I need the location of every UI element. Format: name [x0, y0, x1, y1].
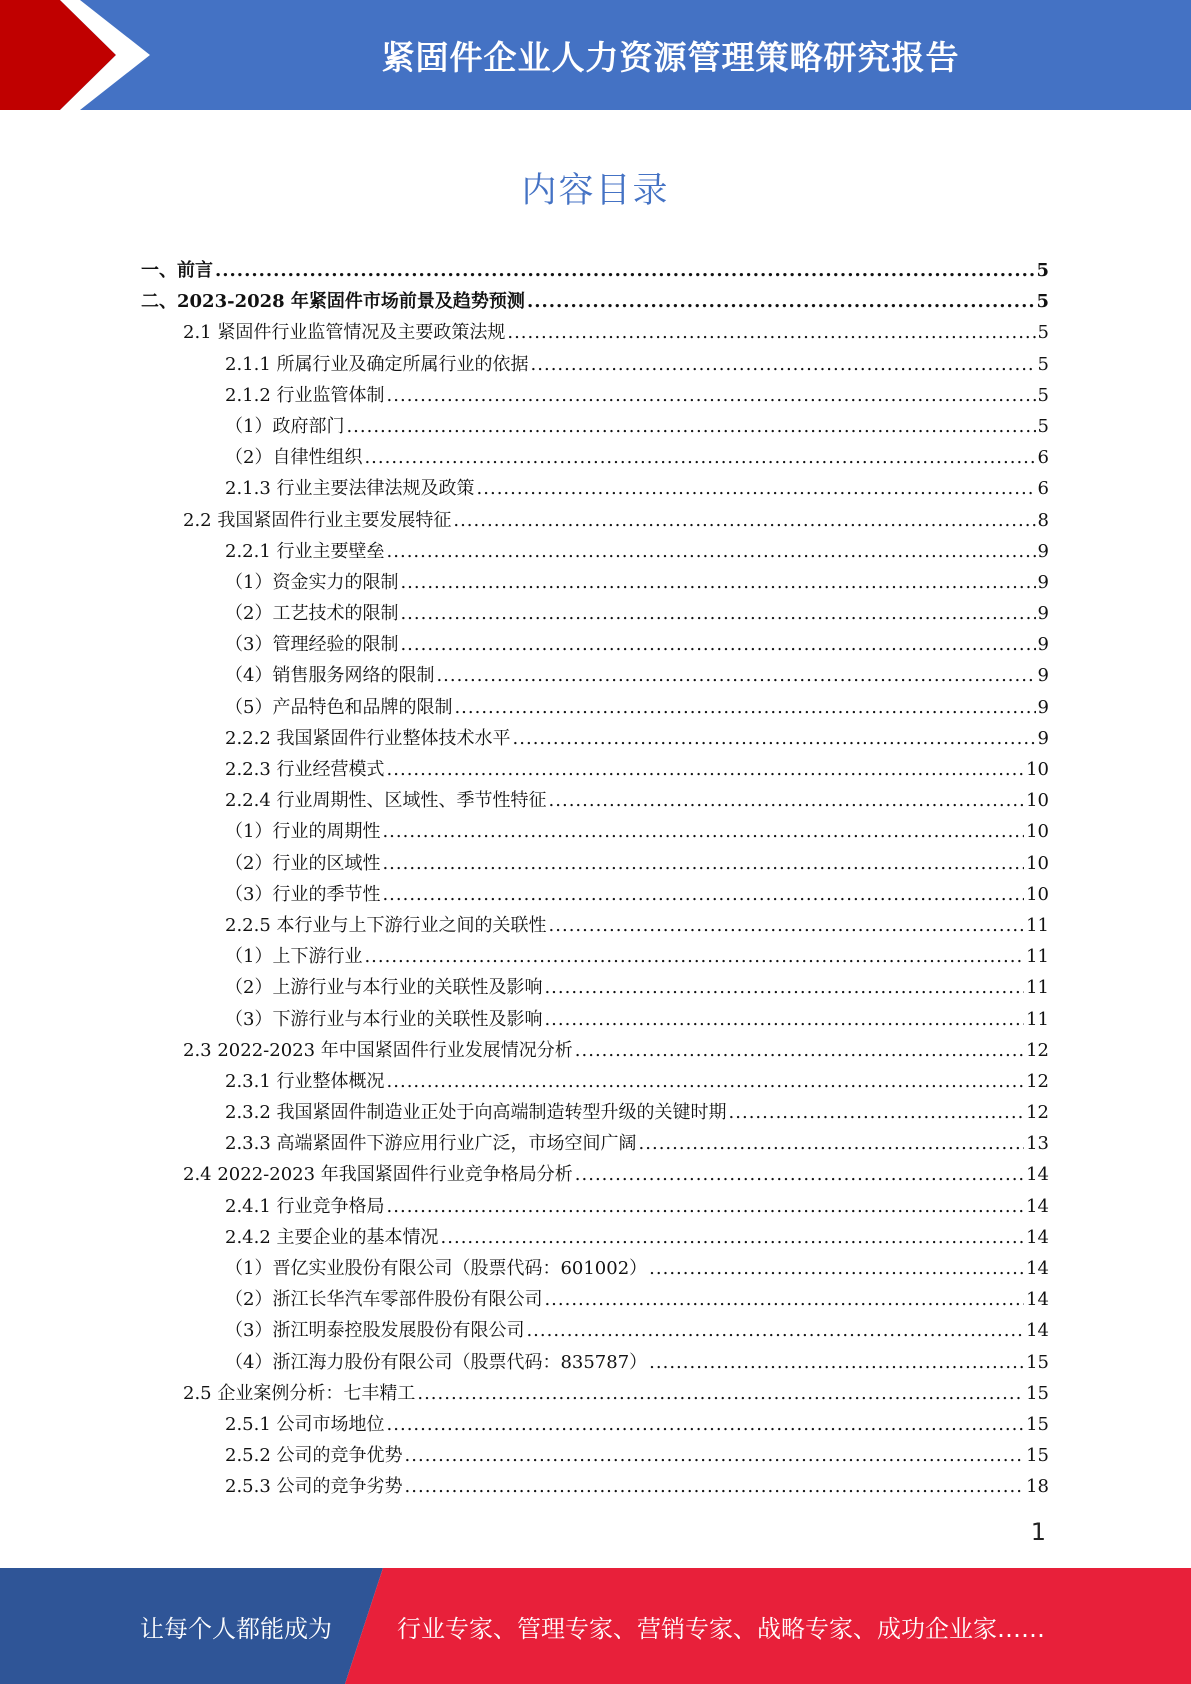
toc-entry-label: （4）浙江海力股份有限公司（股票代码：835787） [225, 1351, 648, 1373]
toc-entry[interactable] [141, 910, 1049, 941]
toc-entry-label: 2.1 紧固件行业监管情况及主要政策法规 [183, 322, 506, 344]
toc-entry[interactable] [141, 629, 1049, 660]
toc-leader-dots [527, 286, 1035, 317]
toc-leader-dots [507, 317, 1035, 348]
toc-entry-page: 14 [1026, 1289, 1049, 1311]
toc-entry-label: 2.2 我国紧固件行业主要发展特征 [183, 509, 452, 531]
toc-leader-dots [649, 1253, 1024, 1284]
toc-leader-dots [549, 785, 1025, 816]
toc-entry-page: 14 [1026, 1195, 1049, 1217]
toc-leader-dots [346, 411, 1035, 442]
toc-entry-page: 15 [1026, 1445, 1049, 1467]
toc-entry-page: 12 [1026, 1039, 1049, 1061]
toc-leader-dots [405, 1440, 1025, 1471]
toc-entry-page: 11 [1026, 977, 1049, 999]
toc-entry[interactable] [141, 1315, 1049, 1346]
toc-entry-label: 2.5 企业案例分析：七丰精工 [183, 1382, 416, 1404]
toc-leader-dots [400, 598, 1035, 629]
toc-entry-page: 5 [1037, 322, 1049, 344]
toc-leader-dots [382, 879, 1024, 910]
toc-entry[interactable] [141, 255, 1049, 286]
toc-leader-dots [513, 723, 1036, 754]
toc-entry[interactable] [141, 567, 1049, 598]
toc-leader-dots [387, 1409, 1025, 1440]
toc-entry-page: 18 [1026, 1476, 1049, 1498]
toc-entry-page: 5 [1037, 384, 1049, 406]
toc-entry-label: 2.3.1 行业整体概况 [225, 1070, 385, 1092]
toc-entry-label: （5）产品特色和品牌的限制 [225, 696, 453, 718]
toc-entry[interactable] [141, 411, 1049, 442]
toc-leader-dots [544, 1004, 1024, 1035]
toc-entry-page: 10 [1026, 883, 1049, 905]
toc-entry-label: （3）下游行业与本行业的关联性及影响 [225, 1008, 543, 1030]
toc-entry-page: 9 [1037, 603, 1049, 625]
toc-entry-page: 15 [1026, 1413, 1049, 1435]
toc-entry-page: 9 [1037, 665, 1049, 687]
toc-entry-page: 8 [1037, 509, 1049, 531]
toc-entry[interactable] [141, 1222, 1049, 1253]
toc-entry-label: 二、2023-2028 年紧固件市场前景及趋势预测 [141, 291, 525, 313]
toc-entry-label: 2.2.5 本行业与上下游行业之间的关联性 [225, 914, 547, 936]
toc-entry-page: 5 [1036, 291, 1049, 313]
toc-heading: 内容目录 [521, 171, 670, 211]
toc-entry-page: 15 [1026, 1351, 1049, 1373]
toc-entry-page: 5 [1037, 415, 1049, 437]
toc-entry-label: （1）政府部门 [225, 415, 345, 437]
toc-entry[interactable] [141, 286, 1049, 317]
toc-entry-page: 6 [1037, 447, 1049, 469]
toc-leader-dots [531, 349, 1036, 380]
toc-entry[interactable] [141, 1409, 1049, 1440]
toc-entry[interactable] [141, 816, 1049, 847]
toc-leader-dots [417, 1378, 1024, 1409]
toc-entry[interactable] [141, 1378, 1049, 1409]
toc-leader-dots [387, 380, 1036, 411]
toc-entry-page: 9 [1037, 540, 1049, 562]
toc-entry[interactable] [141, 473, 1049, 504]
toc-entry[interactable] [141, 660, 1049, 691]
toc-leader-dots [441, 1222, 1025, 1253]
toc-leader-dots [364, 941, 1024, 972]
toc-leader-dots [400, 567, 1035, 598]
toc-entry-page: 11 [1026, 914, 1049, 936]
toc-entry-label: （2）工艺技术的限制 [225, 603, 399, 625]
toc-leader-dots [387, 1066, 1025, 1097]
toc-entry[interactable] [141, 941, 1049, 972]
toc-entry-page: 5 [1037, 353, 1049, 375]
toc-entry-page: 13 [1026, 1133, 1049, 1155]
toc-entry-page: 6 [1037, 478, 1049, 500]
toc-entry[interactable] [141, 1471, 1049, 1502]
toc-entry-page: 14 [1026, 1164, 1049, 1186]
toc-entry-page: 10 [1026, 852, 1049, 874]
toc-entry[interactable] [141, 1253, 1049, 1284]
toc-leader-dots [400, 629, 1035, 660]
toc-entry[interactable] [141, 1004, 1049, 1035]
toc-entry-label: （1）晋亿实业股份有限公司（股票代码：601002） [225, 1258, 648, 1279]
toc-entry-label: （3）行业的季节性 [225, 883, 381, 905]
toc-entry[interactable] [141, 505, 1049, 536]
report-title: 紧固件企业人力资源管理策略研究报告 [381, 37, 960, 77]
toc-entry-label: （2）行业的区域性 [225, 852, 381, 874]
toc-entry[interactable] [141, 1191, 1049, 1222]
toc-entry-page: 15 [1026, 1382, 1049, 1404]
header-arrow-graphic [0, 0, 160, 110]
toc-entry[interactable] [141, 598, 1049, 629]
table-of-contents [141, 255, 1049, 1503]
toc-entry-page: 11 [1026, 946, 1049, 968]
toc-entry[interactable] [141, 1066, 1049, 1097]
toc-leader-dots [387, 754, 1025, 785]
toc-entry-page: 10 [1026, 759, 1049, 780]
toc-entry-label: 2.2.2 我国紧固件行业整体技术水平 [225, 727, 511, 749]
toc-leader-dots [549, 910, 1025, 941]
header-banner [0, 0, 1191, 110]
toc-leader-dots [453, 505, 1035, 536]
footer-banner [0, 1568, 1191, 1684]
toc-entry-label: 2.3.3 高端紧固件下游应用行业广泛，市场空间广阔 [225, 1133, 637, 1155]
toc-entry[interactable] [141, 349, 1049, 380]
toc-entry-label: （4）销售服务网络的限制 [225, 665, 435, 687]
toc-entry-page: 5 [1036, 260, 1049, 281]
toc-leader-dots [575, 1035, 1024, 1066]
toc-entry-label: 2.1.3 行业主要法律法规及政策 [225, 478, 475, 500]
toc-leader-dots [215, 255, 1034, 286]
toc-leader-dots [387, 536, 1036, 567]
toc-leader-dots [575, 1159, 1024, 1190]
toc-entry-label: 2.1.1 所属行业及确定所属行业的依据 [225, 353, 529, 375]
toc-entry-label: 2.5.1 公司市场地位 [225, 1413, 385, 1435]
toc-entry-page: 9 [1037, 696, 1049, 718]
toc-entry-label: 2.5.3 公司的竞争劣势 [225, 1476, 403, 1498]
toc-entry[interactable] [141, 692, 1049, 723]
toc-entry[interactable] [141, 972, 1049, 1003]
toc-entry-label: 2.2.4 行业周期性、区域性、季节性特征 [225, 790, 547, 812]
toc-leader-dots [405, 1471, 1025, 1502]
toc-entry-label: 2.2.3 行业经营模式 [225, 759, 385, 780]
toc-leader-dots [436, 660, 1035, 691]
toc-entry[interactable] [141, 1284, 1049, 1315]
toc-entry-page: 10 [1026, 821, 1049, 843]
toc-entry-label: （2）浙江长华汽车零部件股份有限公司 [225, 1289, 543, 1311]
toc-entry[interactable] [141, 380, 1049, 411]
toc-entry[interactable] [141, 785, 1049, 816]
page-number: 1 [1030, 1518, 1046, 1546]
toc-entry-label: （2）自律性组织 [225, 447, 363, 469]
toc-leader-dots [526, 1315, 1024, 1346]
toc-entry[interactable] [141, 723, 1049, 754]
toc-leader-dots [382, 848, 1024, 879]
toc-leader-dots [382, 816, 1024, 847]
toc-leader-dots [477, 473, 1036, 504]
toc-entry-label: 2.3 2022-2023 年中国紧固件行业发展情况分析 [183, 1039, 573, 1061]
toc-entry-page: 14 [1026, 1226, 1049, 1248]
toc-entry-label: 2.1.2 行业监管体制 [225, 384, 385, 406]
toc-entry[interactable] [141, 1035, 1049, 1066]
toc-entry-label: （3）浙江明泰控股发展股份有限公司 [225, 1320, 525, 1342]
toc-leader-dots [364, 442, 1035, 473]
toc-entry-label: 2.4.2 主要企业的基本情况 [225, 1226, 439, 1248]
toc-entry-label: （2）上游行业与本行业的关联性及影响 [225, 977, 543, 999]
toc-entry[interactable] [141, 1097, 1049, 1128]
toc-entry-page: 12 [1026, 1070, 1049, 1092]
toc-entry[interactable] [141, 879, 1049, 910]
toc-leader-dots [544, 1284, 1024, 1315]
toc-entry[interactable] [141, 848, 1049, 879]
toc-entry[interactable] [141, 1347, 1049, 1378]
toc-entry-label: （1）资金实力的限制 [225, 571, 399, 593]
toc-entry-label: 2.2.1 行业主要壁垒 [225, 540, 385, 562]
toc-entry-page: 9 [1037, 727, 1049, 749]
toc-entry-label: 一、前言 [141, 260, 213, 281]
toc-entry-page: 9 [1037, 634, 1049, 656]
toc-entry[interactable] [141, 754, 1049, 785]
toc-entry-page: 12 [1026, 1102, 1049, 1124]
toc-entry-label: 2.5.2 公司的竞争优势 [225, 1445, 403, 1467]
toc-entry[interactable] [141, 317, 1049, 348]
toc-entry-label: 2.4.1 行业竞争格局 [225, 1195, 385, 1217]
toc-leader-dots [454, 692, 1035, 723]
toc-leader-dots [387, 1191, 1025, 1222]
toc-entry[interactable] [141, 1128, 1049, 1159]
toc-leader-dots [544, 972, 1024, 1003]
toc-entry-label: （3）管理经验的限制 [225, 634, 399, 656]
toc-leader-dots [639, 1128, 1025, 1159]
footer-slogan-right: 行业专家、管理专家、营销专家、战略专家、成功企业家…… [397, 1614, 1045, 1643]
toc-entry[interactable] [141, 536, 1049, 567]
toc-entry-page: 14 [1026, 1320, 1049, 1342]
toc-entry-page: 9 [1037, 571, 1049, 593]
toc-entry[interactable] [141, 442, 1049, 473]
toc-leader-dots [729, 1097, 1025, 1128]
toc-entry-page: 10 [1026, 790, 1049, 812]
toc-entry-page: 14 [1026, 1258, 1049, 1279]
toc-entry-page: 11 [1026, 1008, 1049, 1030]
toc-entry-label: （1）上下游行业 [225, 946, 363, 968]
toc-entry-label: （1）行业的周期性 [225, 821, 381, 843]
toc-entry-label: 2.3.2 我国紧固件制造业正处于向高端制造转型升级的关键时期 [225, 1102, 727, 1124]
toc-entry[interactable] [141, 1159, 1049, 1190]
toc-leader-dots [649, 1347, 1024, 1378]
toc-entry[interactable] [141, 1440, 1049, 1471]
toc-entry-label: 2.4 2022-2023 年我国紧固件行业竞争格局分析 [183, 1164, 573, 1186]
footer-slogan-left: 让每个人都能成为 [140, 1614, 332, 1643]
